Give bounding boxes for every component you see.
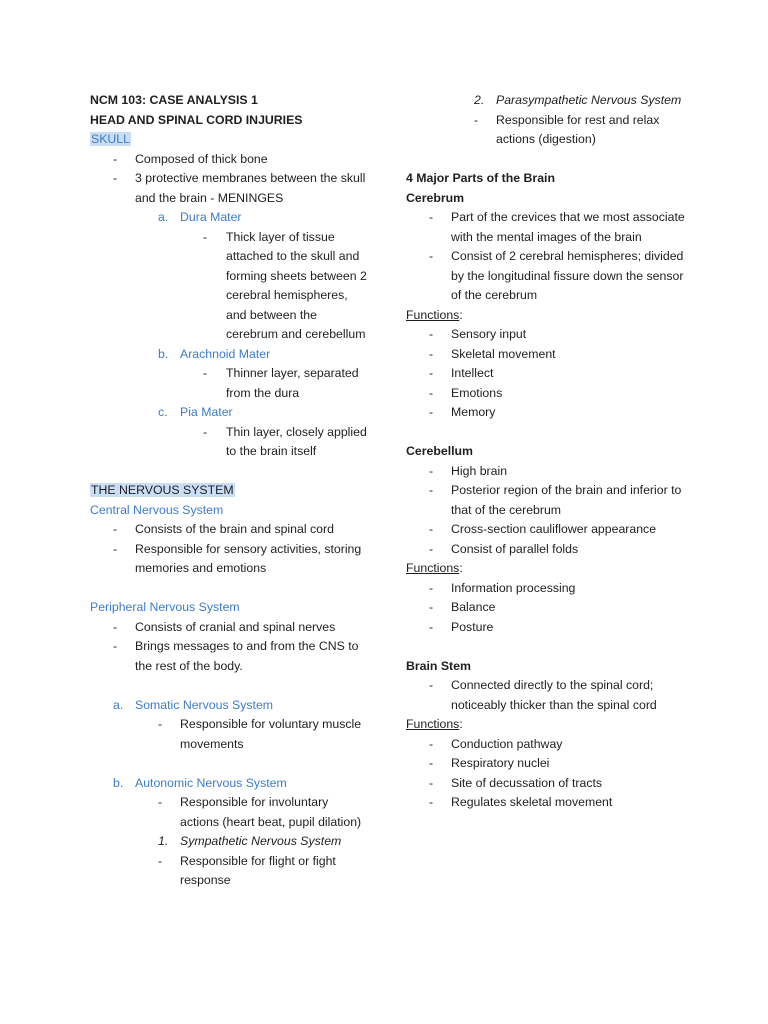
left-column: NCM 103: CASE ANALYSIS 1 HEAD AND SPINAL CORD INJURIES SKULL - Composed of thick bone - 3 protective membranes between the skull and the brain - MENINGES a. Dura Mater - Thick layer of tissue attached to the skull and forming sheets between 2 cerebral hemispheres, and between the cerebrum and cerebellum b. Arachnoid Mater - Thinner layer, separated from the dura c. Pia Mater - Thin layer, closely applied to the brain itself THE NERVOUS SYSTEM Central Nervous System - Consists of the brain and spinal cord - Responsible for sensory activities, storing memories and emotions Peripheral Nervous System - Consists of cranial and spinal nerves - Brings messages to and from the CNS to the rest of the body. a. Somatic Nervous System - Responsible for voluntary muscle movements b. Autonomic Nervous System - Responsible for involuntary actions (heart beat, pupil dilation) 1. Sympathetic Nervous System - Responsible for flight or fight response [90,91,380,891]
list-item: - Consist of 2 cerebral hemispheres; divided [429,249,684,263]
list-item: - Thin layer, closely applied [203,424,367,439]
list-item: - Skeletal movement [429,346,556,361]
list-item: - Posterior region of the brain and inferior to [429,483,682,497]
functions-label: Functions: [406,307,463,322]
pns-heading: Peripheral Nervous System [90,600,240,614]
brain-parts-heading: 4 Major Parts of the Brain [406,171,555,185]
somatic-heading: a. Somatic Nervous System [113,697,274,712]
list-item: - Connected directly to the spinal cord; [429,678,654,692]
cerebellum-heading: Cerebellum [406,444,473,458]
list-item: - Information processing [429,580,576,595]
list-item: - Conduction pathway [429,736,563,751]
list-item: - Intellect [429,366,494,380]
list-item: - Responsible for flight or fight [158,853,336,868]
pia-mater-heading: c. Pia Mater [158,405,233,419]
parasympathetic-heading: 2. Parasympathetic Nervous System [474,93,682,107]
functions-label: Functions: [406,717,463,731]
autonomic-heading: b. Autonomic Nervous System [113,775,287,790]
list-item: - Consists of the brain and spinal cord [113,522,334,536]
list-item: - Posture [429,619,494,634]
list-item-continuation: and the brain - MENINGES [135,190,284,205]
list-item: - Responsible for involuntary [158,795,329,809]
sympathetic-heading: 1. Sympathetic Nervous System [158,834,342,848]
brainstem-heading: Brain Stem [406,658,471,673]
list-item: - Consists of cranial and spinal nerves [113,619,336,634]
dura-mater-heading: a. Dura Mater [158,210,242,224]
document-subtitle: HEAD AND SPINAL CORD INJURIES [90,112,303,127]
list-item: - Thick layer of tissue [203,229,335,244]
skull-heading: SKULL [91,132,130,146]
cns-heading: Central Nervous System [90,502,224,517]
list-item: - Responsible for voluntary muscle [158,717,362,731]
list-item: - Composed of thick bone [113,151,268,166]
list-item: - 3 protective membranes between the skull [113,171,366,185]
list-item: - Respiratory nuclei [429,756,550,770]
list-item: - Responsible for sensory activities, storing [113,541,362,556]
list-item: - High brain [429,463,508,478]
nervous-system-heading: THE NERVOUS SYSTEM [91,483,234,497]
list-item: - Emotions [429,385,503,400]
list-item: - Cross-section cauliflower appearance [429,522,657,536]
arachnoid-mater-heading: b. Arachnoid Mater [158,346,271,361]
list-item: - Brings messages to and from the CNS to [113,639,359,653]
list-item: - Part of the crevices that we most associate [429,210,685,224]
list-item: - Consist of parallel folds [429,541,579,556]
document-title: NCM 103: CASE ANALYSIS 1 [90,93,258,107]
functions-label: Functions: [406,561,463,575]
list-item: - Memory [429,405,496,419]
list-item: - Responsible for rest and relax [474,112,660,127]
list-item: - Site of decussation of tracts [429,775,603,790]
cerebrum-heading: Cerebrum [406,190,465,205]
list-item: - Regulates skeletal movement [429,795,613,809]
list-item: - Balance [429,600,496,614]
list-item: - Thinner layer, separated [203,366,359,380]
right-column: 2. Parasympathetic Nervous System - Responsible for rest and relax actions (digestion) 4 Major Parts of the Brain Cerebrum - Part of the crevices that we most associate with the mental images of the brain - Consist of 2 cerebral hemispheres; divided by the longitudinal fissure down the sensor of the cerebrum Functions: - Sensory input - Skeletal movement - Intellect - Emotions - Memory Cerebellum - High brain - Posterior region of the brain and inferior to that of the cerebrum - Cross-section cauliflower appearance - Consist of parallel folds Functions: - Information processing - Balance - Posture Brain Stem - Connected directly to the spinal cord; noticeably thicker than the spinal cord Functions: - Conduction pathway - Respiratory nuclei - Site of decussation of tracts - Regulates skeletal movement [406,91,696,813]
list-item: - Sensory input [429,327,527,341]
